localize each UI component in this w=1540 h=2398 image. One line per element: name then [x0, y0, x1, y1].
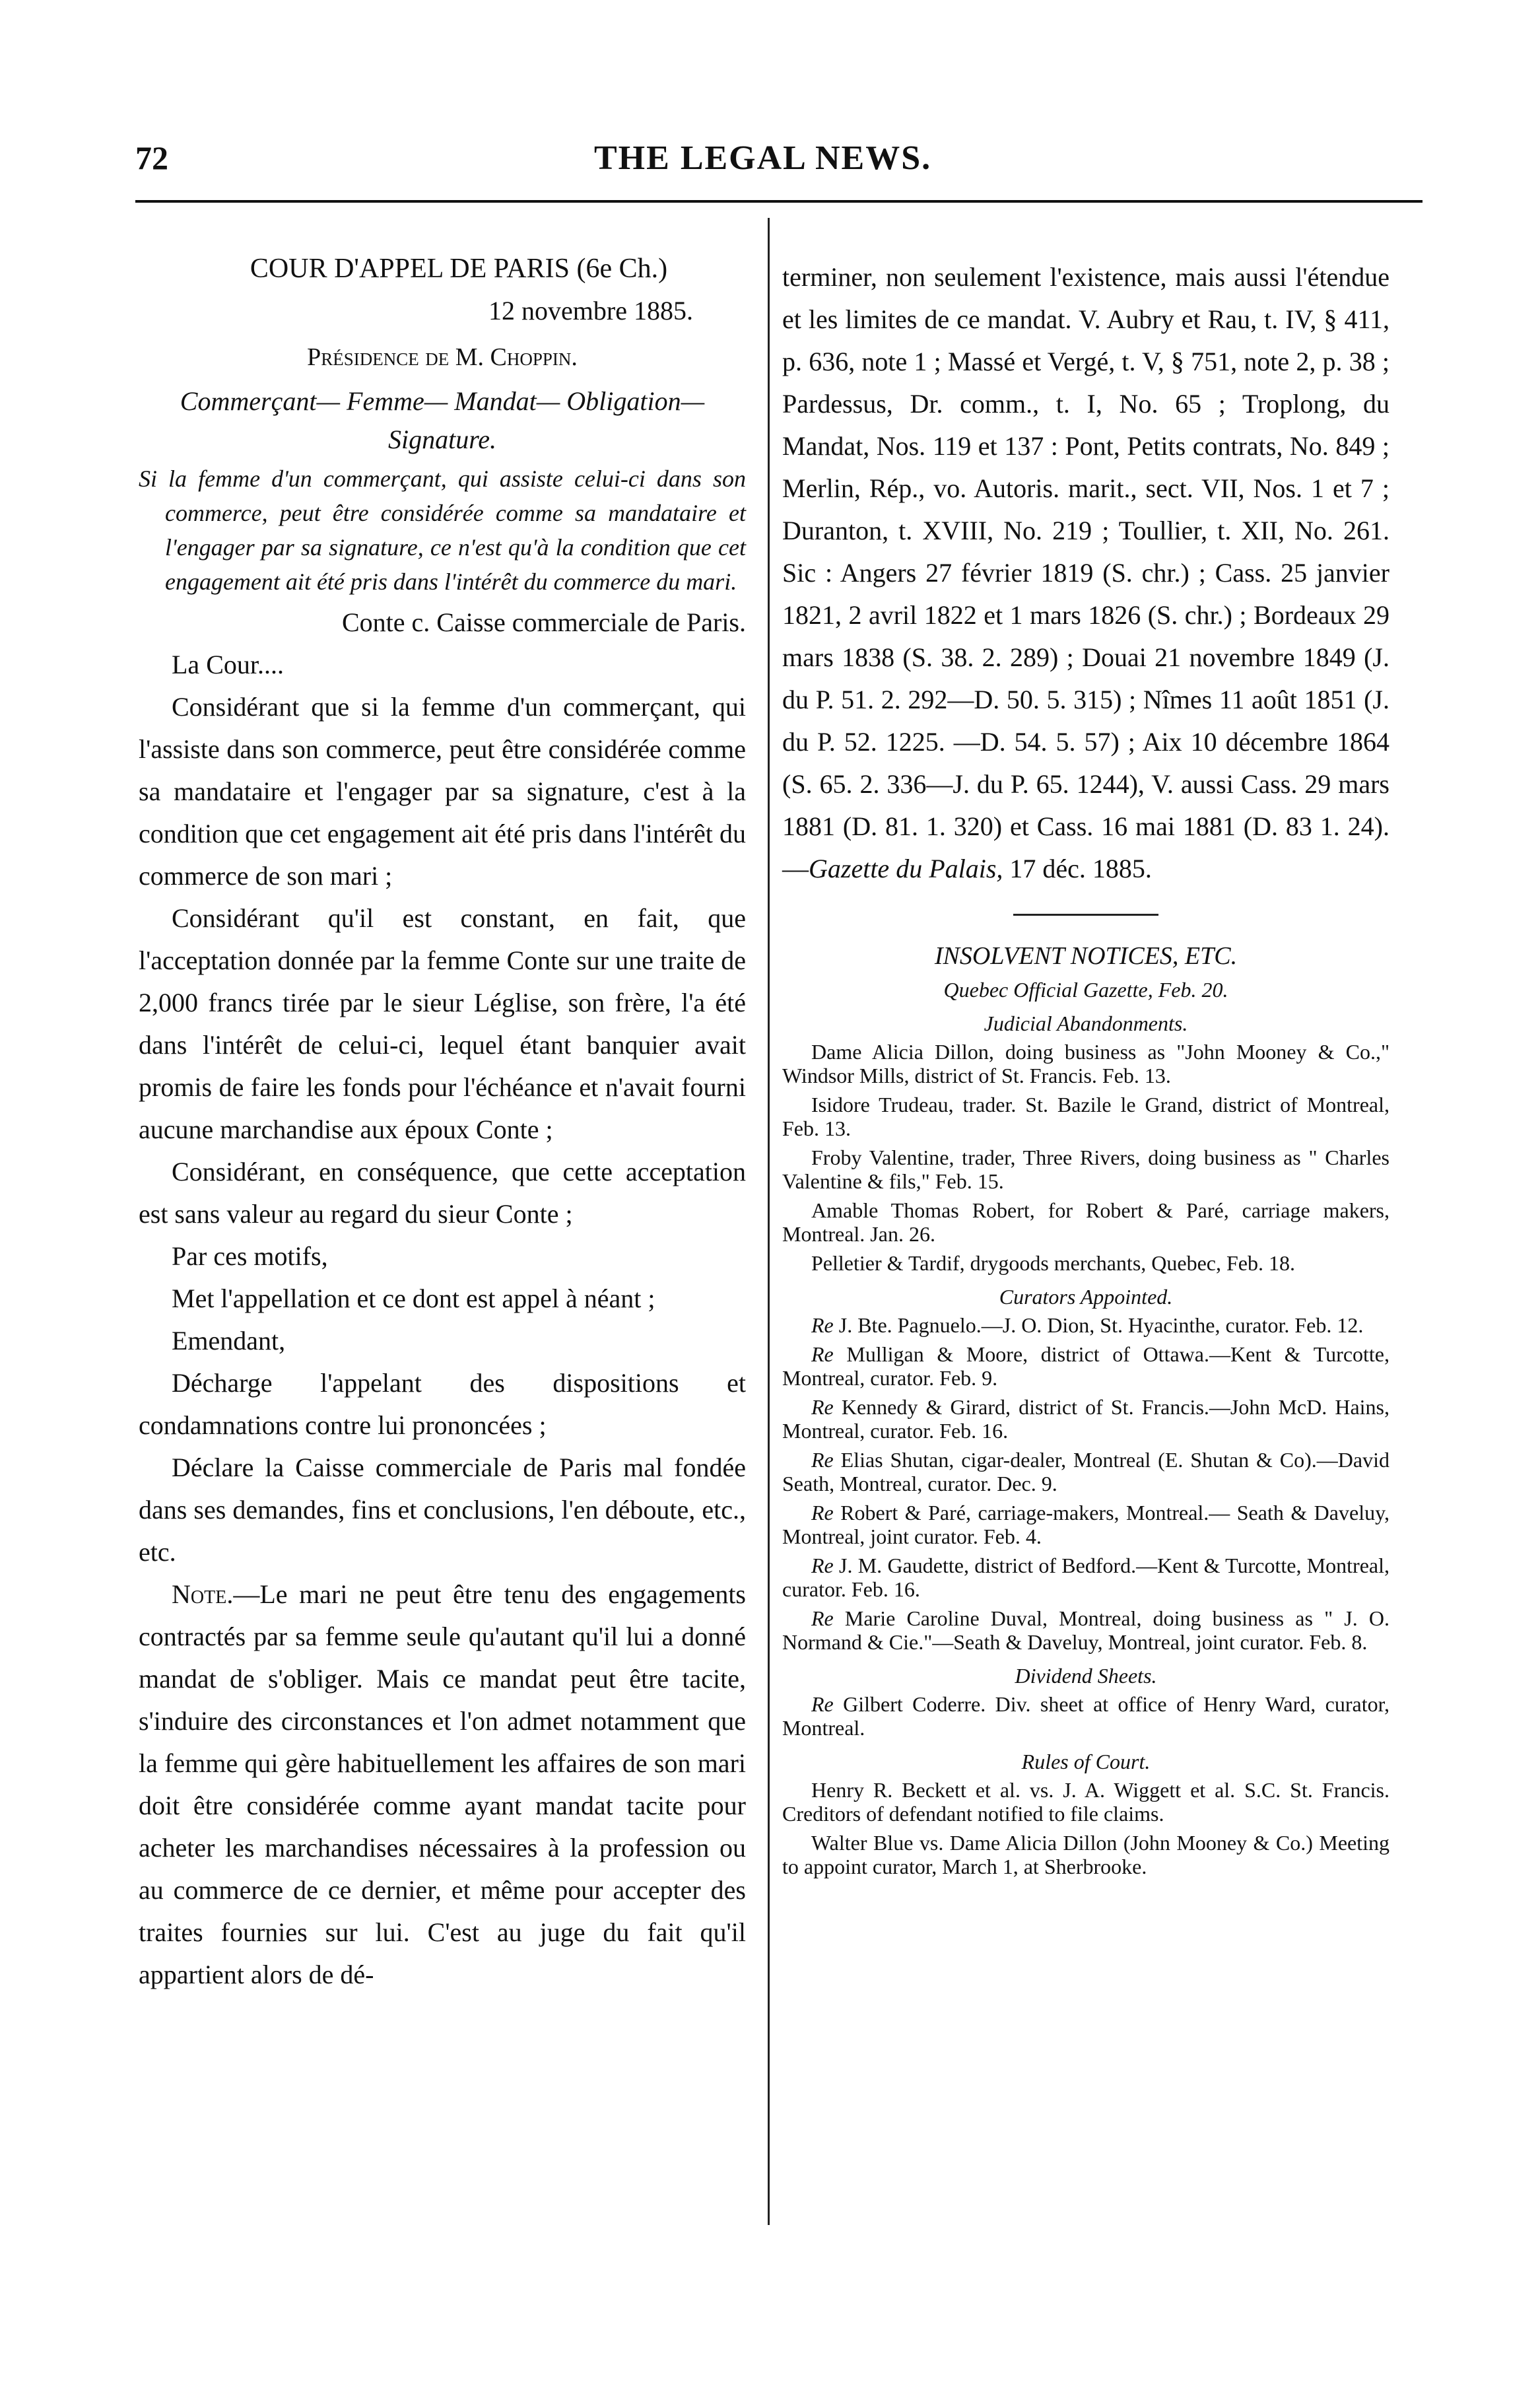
notice-item: [782, 1554, 1389, 1601]
notice-item: [782, 1313, 1389, 1337]
re-label: Re: [811, 1448, 834, 1472]
note-label: Note.: [172, 1579, 234, 1609]
note-end: 17 déc. 1885.: [1003, 854, 1152, 883]
notice-text: Gilbert Coderre. Div. sheet at office of Henry Ward, curator, Montreal.: [782, 1692, 1389, 1740]
section-heading-dividend: Dividend Sheets.: [1015, 1664, 1157, 1688]
notices-title: INSOLVENT NOTICES, ETC.: [934, 942, 1238, 970]
left-column: [139, 248, 746, 1996]
notice-item: Henry R. Beckett et al. vs. J. A. Wiggett et al. S.C. St. Francis. Creditors of defendant notified to file claims.: [782, 1778, 1389, 1826]
re-label: Re: [811, 1554, 834, 1577]
presidency-line: Présidence de M. Choppin.: [307, 343, 578, 371]
judgment-paragraph: Met l'appellation et ce dont est appel à néant ;: [172, 1284, 655, 1313]
note-continuation: [782, 256, 1389, 890]
section-heading-rules: Rules of Court.: [1021, 1750, 1151, 1773]
note-continued-text: terminer, non seulement l'existence, mais aussi l'étendue et les limites de ce mandat. V. Aubry et Rau, t. IV, § 411, p. 636, note 1 ; Massé et Vergé, t. V, § 751, note 2, p. 38 ; Pardessus, Dr. comm., t. I, No. 65 ; Troplong, du Mandat, Nos. 119 et 137 : Pont, Petits contrats, No. 849 ; Merlin, Rép., vo. Autoris. marit., sect. VII, Nos. 1 et 7 ; Duranton, t. XVIII, No. 219 ; Toullier, t. XII, No. 261. Sic : Angers 27 février 1819 (S. chr.) ; Cass. 25 janvier 1821, 2 avril 1822 et 1 mars 1826 (S. chr.) ; Bordeaux 29 mars 1838 (S. 38. 2. 289) ; Douai 21 novembre 1849 (J. du P. 51. 2. 292—D. 50. 5. 315) ; Nîmes 11 août 1851 (J. du P. 52. 1225. —D. 54. 5. 57) ; Aix 10 décembre 1864 (S. 65. 2. 336—J. du P. 65. 1244), V. aussi Cass. 29 mars 1881 (D. 81. 1. 320) et Cass. 16 mai 1881 (D. 83 1. 24).—: [782, 262, 1389, 883]
notice-item: Isidore Trudeau, trader. St. Bazile le Grand, district of Montreal, Feb. 13.: [782, 1093, 1389, 1140]
editorial-note: [139, 1573, 746, 1996]
notice-item: [782, 1342, 1389, 1390]
court-heading: COUR D'APPEL DE PARIS (6e Ch.): [250, 254, 668, 284]
notice-text: J. Bte. Pagnuelo.—J. O. Dion, St. Hyacinthe, curator. Feb. 12.: [833, 1313, 1364, 1337]
notice-item: [782, 1448, 1389, 1495]
header-rule: [135, 200, 1423, 203]
gazette-citation: Gazette du Palais,: [809, 854, 1003, 883]
subject-keywords: Commerçant— Femme— Mandat— Obligation— Signature.: [180, 386, 705, 454]
re-label: Re: [811, 1395, 834, 1419]
judgment-paragraph: Déclare la Caisse commerciale de Paris mal fondée dans ses demandes, fins et conclusions, l'en déboute, etc., etc.: [139, 1453, 746, 1567]
section-heading-curators: Curators Appointed.: [999, 1285, 1173, 1309]
column-divider: [768, 218, 770, 2225]
notice-text: Robert & Paré, carriage-makers, Montreal.— Seath & Daveluy, Montreal, joint curator. Feb. 4.: [782, 1501, 1389, 1548]
re-label: Re: [811, 1313, 834, 1337]
judgment-paragraph: La Cour....: [172, 650, 284, 679]
judgment-paragraph: Considérant qu'il est constant, en fait, que l'acceptation donnée par la femme Conte sur une traite de 2,000 francs tirée par le sieur Léglise, son frère, l'a été dans l'intérêt de celui-ci, lequel étant banquier avait promis de faire les fonds pour l'échéance et n'avait fourni aucune marchandise aux époux Conte ;: [139, 903, 746, 1144]
judgment-paragraph: Considérant que si la femme d'un commerçant, qui l'assiste dans son commerce, peut être considérée comme sa mandataire et l'engager par sa signature, c'est à la condition que cet engagement ait été pris dans l'intérêt du commerce de son mari ;: [139, 692, 746, 891]
judgment-paragraph: Emendant,: [172, 1326, 286, 1355]
notices-source: Quebec Official Gazette, Feb. 20.: [943, 978, 1228, 1002]
notice-text: J. M. Gaudette, district of Bedford.—Kent & Turcotte, Montreal, curator. Feb. 16.: [782, 1554, 1389, 1601]
judgment-paragraph: Par ces motifs,: [172, 1241, 328, 1271]
judgment-paragraph: Décharge l'appelant des dispositions et condamnations contre lui prononcées ;: [139, 1368, 746, 1440]
re-label: Re: [811, 1501, 834, 1524]
notice-item: [782, 1501, 1389, 1548]
section-rule: [1013, 914, 1158, 916]
notice-item: Dame Alicia Dillon, doing business as "John Mooney & Co.," Windsor Mills, district of St. Francis. Feb. 13.: [782, 1040, 1389, 1087]
section-heading-abandonments: Judicial Abandonments.: [984, 1011, 1188, 1035]
running-head: THE LEGAL NEWS.: [594, 139, 932, 177]
page-number: 72: [135, 139, 168, 176]
case-summary: Si la femme d'un commerçant, qui assiste celui-ci dans son commerce, peut être considérée comme sa mandataire et l'engager par sa signature, ce n'est qu'à la condition que cet engagement ait été pris dans l'intérêt du commerce du mari.: [139, 465, 746, 595]
notice-item: [782, 1692, 1389, 1740]
re-label: Re: [811, 1606, 834, 1630]
notice-text: Marie Caroline Duval, Montreal, doing business as " J. O. Normand & Cie."—Seath & Daveluy, Montreal, joint curator. Feb. 8.: [782, 1606, 1389, 1654]
case-parties: Conte c. Caisse commerciale de Paris.: [341, 607, 746, 637]
notice-item: [782, 1395, 1389, 1443]
judgment-date: 12 novembre 1885.: [488, 296, 693, 325]
notice-item: Pelletier & Tardif, drygoods merchants, Quebec, Feb. 18.: [811, 1251, 1295, 1275]
re-label: Re: [811, 1692, 834, 1716]
judgment-paragraph: Considérant, en conséquence, que cette acceptation est sans valeur au regard du sieur Conte ;: [139, 1157, 746, 1229]
notice-item: Froby Valentine, trader, Three Rivers, doing business as " Charles Valentine & fils," Feb. 15.: [782, 1146, 1389, 1193]
notice-text: Kennedy & Girard, district of St. Francis.—John McD. Hains, Montreal, curator. Feb. 16.: [782, 1395, 1389, 1443]
notice-item: [782, 1606, 1389, 1654]
re-label: Re: [811, 1342, 834, 1366]
notice-item: Walter Blue vs. Dame Alicia Dillon (John Mooney & Co.) Meeting to appoint curator, March 1, at Sherbrooke.: [782, 1831, 1389, 1878]
notice-text: Mulligan & Moore, district of Ottawa.—Kent & Turcotte, Montreal, curator. Feb. 9.: [782, 1342, 1389, 1390]
notice-text: Elias Shutan, cigar-dealer, Montreal (E. Shutan & Co).—David Seath, Montreal, curator. Dec. 9.: [782, 1448, 1389, 1495]
note-text: —Le mari ne peut être tenu des engagements contractés par sa femme seule qu'autant qu'il lui a donné mandat de s'obliger. Mais ce mandat peut être tacite, s'induire des circonstances et l'on admet notamment que la femme qui gère habituellement les affaires de son mari doit être considérée comme ayant mandat tacite pour acheter les marchandises nécessaires à la profession ou au commerce de ce dernier, et même pour accepter des traites fournies sur lui. C'est au juge du fait qu'il appartient alors de dé-: [139, 1579, 746, 1989]
notice-item: Amable Thomas Robert, for Robert & Paré, carriage makers, Montreal. Jan. 26.: [782, 1198, 1389, 1246]
right-column: [782, 256, 1389, 1884]
